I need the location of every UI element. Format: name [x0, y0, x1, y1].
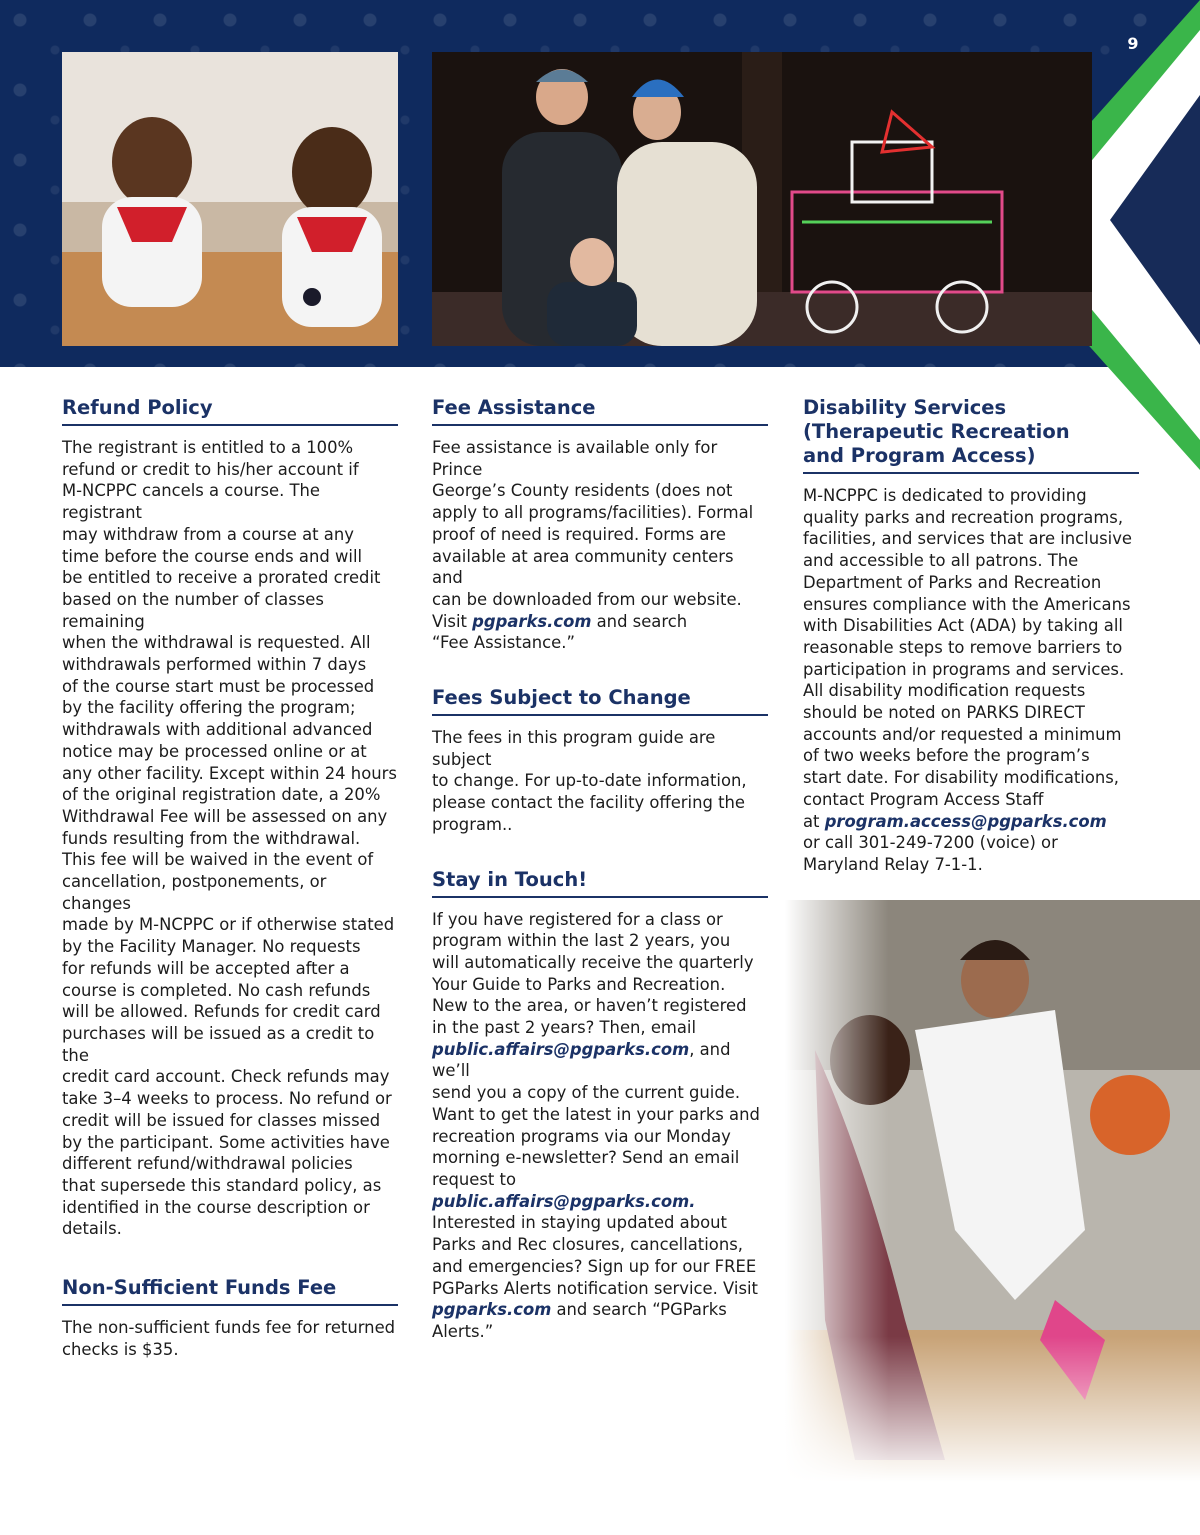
column-middle — [432, 396, 768, 1343]
fee-assistance-tail: and search “Fee Assistance.” — [432, 611, 688, 653]
fees-change-section — [432, 686, 768, 836]
fee-assistance-visit: Visit — [432, 611, 473, 631]
disability-services-text — [803, 485, 1139, 876]
fees-change-text: The fees in this program guide are subject to change. For up-to-date information, please contact the facility offering the program.. — [432, 728, 747, 834]
pgparks-link[interactable]: pgparks.com — [472, 611, 592, 631]
fee-assistance-text — [432, 437, 768, 654]
fees-change-heading: Fees Subject to Change — [432, 686, 768, 716]
disability-body: M-NCPPC is dedicated to providing quality parks and recreation programs, facilities, and services that are inclusive and accessible to all patrons. The Department of Parks and Recreation ensures compliance with the Americans with Disabilities Act (ADA) by taking all reasonable steps to remove barriers to participation in programs and services. All disability modification requests should be noted on PARKS DIRECT accounts and/or requested a minimum of two weeks before the program’s start date. For disability modifications, contact Program Access Staff at — [803, 486, 1133, 831]
stay-in-touch-part2: , and we’ll send you a copy of the current guide. Want to get the latest in your parks and recreation programs via our Monday morning e-newsletter? Send an email request to — [432, 1039, 760, 1189]
family-lights-photo — [432, 52, 1092, 346]
stay-in-touch-part4: and search “PGParks Alerts.” — [432, 1300, 727, 1341]
column-left — [62, 396, 398, 1360]
stay-in-touch-section — [432, 868, 768, 1343]
stay-in-touch-part3: Interested in staying updated about Parks and Rec closures, cancellations, and emergencies? Sign up for our FREE PGParks Alerts notification service. Visit — [432, 1213, 758, 1298]
public-affairs-email-link[interactable]: public.affairs@pgparks.com — [432, 1039, 690, 1059]
program-access-email-link[interactable]: program.access@pgparks.com — [824, 811, 1107, 831]
fee-assistance-heading: Fee Assistance — [432, 396, 768, 426]
disability-tail: or call 301-249-7200 (voice) or Maryland Relay 7-1-1. — [803, 833, 1058, 874]
nsf-fee-text: The non-sufficient funds fee for returned checks is $35. — [62, 1318, 396, 1359]
public-affairs-email-link-2[interactable]: public.affairs@pgparks.com. — [432, 1191, 696, 1211]
nsf-fee-section — [62, 1276, 398, 1360]
refund-policy-text: The registrant is entitled to a 100% refund or credit to his/her account if M-NCPPC cancels a course. The registrant may withdraw from a course at any time before the course ends and will be entitled to receive a prorated credit based on the number of classes remaining when the withdrawal is requested. All withdrawals performed within 7 days of the course start must be processed by the facility offering the program; withdrawals with additional advanced notice may be processed online or at any other facility. Except within 24 hours of the original registration date, a 20% Withdrawal Fee will be assessed on any funds resulting from the withdrawal. This fee will be waived in the event of cancellation, postponements, or changes made by M-NCPPC or if otherwise stated by the Facility Manager. No requests for refunds will be accepted after a course is completed. No cash refunds will be allowed. Refunds for credit card purchases will be issued as a credit to the credit card account. Check refunds may take 3–4 weeks to process. No refund or credit will be issued for classes missed by the participant. Some activities have different refund/withdrawal policies that supersede this standard policy, as identified in the course description or details. — [62, 438, 397, 1239]
disability-heading-line1: Disability Services — [803, 396, 1007, 419]
kids-holiday-photo — [62, 52, 398, 346]
disability-services-section — [803, 396, 1139, 876]
basketball-photo — [785, 900, 1200, 1482]
fee-assistance-body: Fee assistance is available only for Prince George’s County residents (does not apply to all programs/facilities). Formal proof of need is required. Forms are available at area community centers and can be downloaded from our website. — [432, 438, 754, 609]
fee-assistance-section — [432, 396, 768, 654]
refund-policy-heading: Refund Policy — [62, 396, 398, 426]
disability-services-heading — [803, 396, 1139, 474]
disability-heading-line2: (Therapeutic Recreation — [803, 420, 1070, 443]
stay-in-touch-heading: Stay in Touch! — [432, 868, 768, 898]
disability-heading-line3: and Program Access) — [803, 444, 1036, 467]
pgparks-alerts-link[interactable]: pgparks.com — [432, 1300, 552, 1320]
nsf-fee-heading: Non-Sufficient Funds Fee — [62, 1276, 398, 1306]
column-right — [803, 396, 1139, 876]
stay-in-touch-part1: If you have registered for a class or program within the last 2 years, you will automatically receive the quarterly Your Guide to Parks and Recreation. New to the area, or haven’t registered in the past 2 years? Then, email — [432, 909, 754, 1038]
stay-in-touch-text — [432, 909, 768, 1343]
refund-policy-section — [62, 396, 398, 1240]
page-number: 9 — [1127, 34, 1139, 53]
